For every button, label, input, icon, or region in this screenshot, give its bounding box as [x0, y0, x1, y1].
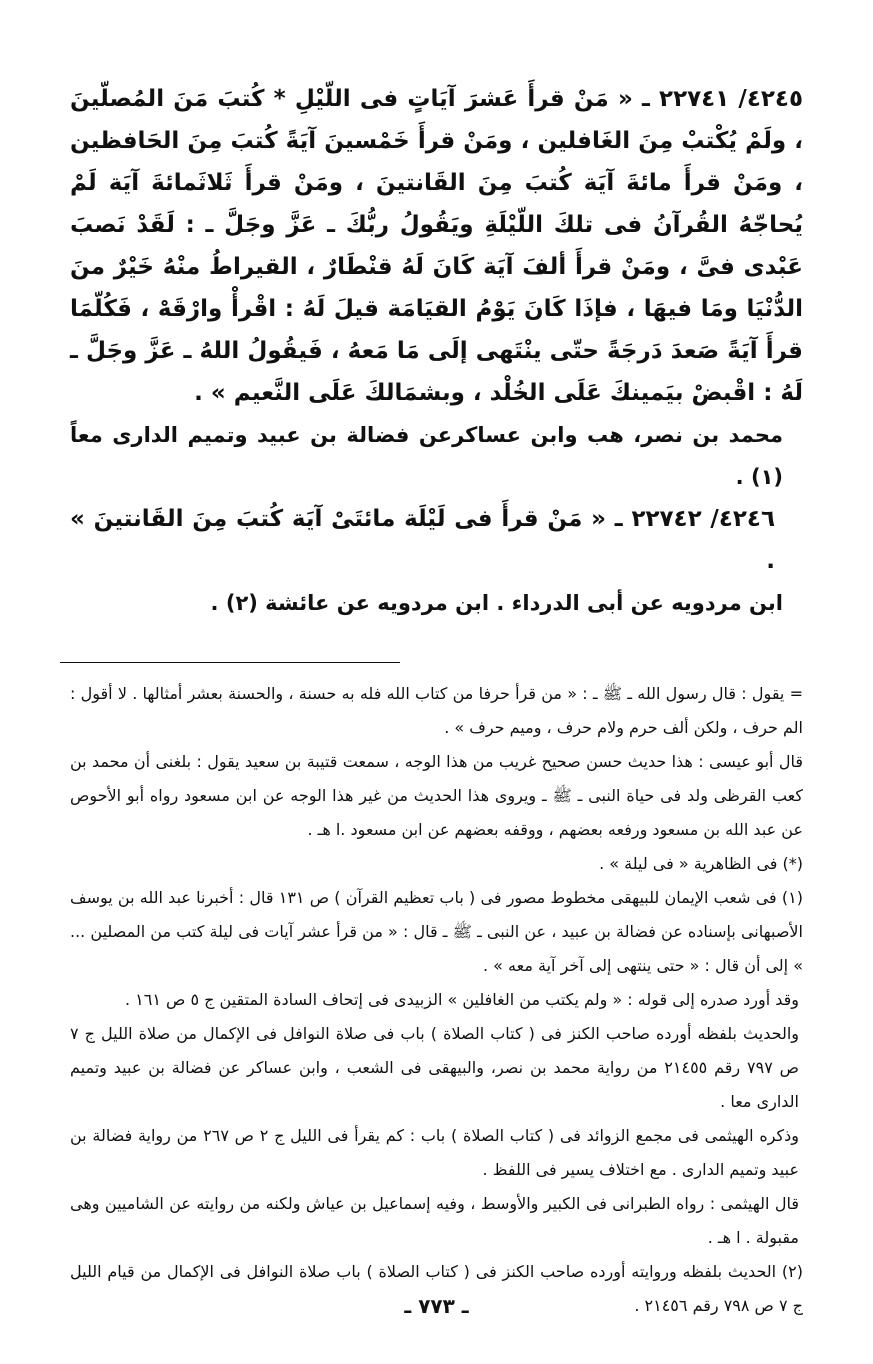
footnote-divider: [60, 662, 400, 663]
hadith-4246-number: ٤٢٤٦/ ٢٢٧٤٢: [631, 506, 775, 532]
footnote-1-haythami-note: قال الهيثمى : رواه الطبرانى فى الكبير والأوسط ، وفيه إسماعيل بن عياش ولكنه من روايته عن الشاميين وهى مقبولة . ا هـ .: [70, 1194, 799, 1247]
hadith-4245-text: ـ « مَنْ قرأَ عَشرَ آيَاتٍ فى اللّيْلِ * كُتبَ مَنَ المُصلّينَ ، ولَمْ يُكْتبْ مِنَ الغَافلين ، ومَنْ قرأَ خَمْسينَ آيَةً كُتبَ مِنَ الحَافظين ، ومَنْ قرأَ مائةَ آيَة كُتبَ مِنَ القَانتينَ ، ومَنْ قرأَ ثَلاثَمائةَ آيَة لَمْ يُحاجّهُ القُرآنُ فى تلكَ اللّيْلَةِ ويَقُولُ ربُّكَ ـ عَزَّ وجَلَّ ـ : لَقَدْ نَصبَ عَبْدى فىَّ ، ومَنْ قرأَ ألفَ آيَة كَانَ لَهُ قنْطَارٌ ، القيراطُ منْهُ خَيْرٌ منَ الدُّنْيَا ومَا فيهَا ، فإذَا كَانَ يَوْمُ القيَامَة قيلَ لَهُ : اقْرأْ وارْقَهْ ، فَكُلّمَا قرأَ آيَةً صَعدَ دَرجَةً حتّى ينْتَهى إلَى مَا مَعهُ ، فَيقُولُ اللهُ ـ عَزَّ وجَلَّ ـ لَهُ : اقْبضْ بيَمينكَ عَلَى الخُلْد ، وبشمَالكَ عَلَى النَّعيم » .: [70, 86, 803, 406]
footnote-1: (١) فى شعب الإيمان للبيهقى مخطوط مصور فى ( باب تعظيم القرآن ) ص ١٣١ قال : أخبرنا عبد الله بن يوسف الأصبهانى بإسناده عن فضالة بن عبيد ، عن النبى ـ ﷺ ـ قال : « من قرأ عشر آيات فى ليلة كتب من المصلين ... » إلى أن قال : « حتى ينتهى إلى آخر آية معه » .: [70, 888, 804, 975]
footnote-1-haythami: وذكره الهيثمى فى مجمع الزوائد فى ( كتاب الصلاة ) باب : كم يقرأ فى الليل ج ٢ ص ٢٦٧ من رواية فضالة بن عبيد وتميم الدارى . مع اختلاف يسير فى اللفظ .: [70, 1126, 800, 1179]
hadith-4246: [70, 498, 803, 582]
hadith-4245-source: محمد بن نصر، هب وابن عساكرعن فضالة بن عبيد وتميم الدارى معاً (١) .: [70, 423, 783, 489]
hadith-4245-number: ٤٢٤٥/ ٢٢٧٤١: [659, 86, 803, 112]
footnotes: [70, 677, 803, 1323]
footnote-2: (٢) الحديث بلفظه وروايته أورده صاحب الكنز فى ( كتاب الصلاة ) باب صلاة النوافل فى الإكمال من قيام الليل ج ٧ ص ٧٩٨ رقم ٢١٤٥٦ .: [70, 1262, 803, 1315]
hadith-4246-text: ـ « مَنْ قرأَ فى لَيْلَة مائتَىْ آيَة كُتبَ مِنَ القَانتينَ » .: [70, 506, 775, 574]
hadith-4246-source: ابن مردويه عن أبى الدرداء . ابن مردويه عن عائشة (٢) .: [210, 591, 783, 615]
footnote-star: (*) فى الظاهرية « فى ليلة » .: [599, 854, 803, 873]
page-number: ـ ٧٧٣ ـ: [404, 1294, 469, 1318]
footnote-abu-isa: قال أبو عيسى : هذا حديث حسن صحيح غريب من هذا الوجه ، سمعت قتيبة بن سعيد يقول : بلغنى أن محمد بن كعب القرظى ولد فى حياة النبى ـ ﷺ ـ ويروى هذا الحديث من غير هذا الوجه عن ابن مسعود رواه أبو الأحوص عن عبد الله بن مسعود ورفعه بعضهم ، ووقفه بعضهم عن ابن مسعود .ا هـ .: [70, 752, 803, 839]
footnote-1-zabidi: وقد أورد صدره إلى قوله : « ولم يكتب من الغافلين » الزبيدى فى إتحاف السادة المتقين ج ٥ ص ١٦١ .: [124, 990, 799, 1009]
footnote-1-kanz: والحديث بلفظه أورده صاحب الكنز فى ( كتاب الصلاة ) باب فى صلاة النوافل فى الإكمال من صلاة الليل ج ٧ ص ٧٩٧ رقم ٢١٤٥٥ من رواية محمد بن نصر، والبيهقى فى الشعب ، وابن عساكر عن فضالة بن عبيد وتميم الدارى معا .: [70, 1024, 799, 1111]
hadith-4245: [70, 78, 803, 414]
footnote-continuation: = يقول : قال رسول الله ـ ﷺ ـ : « من قرأ حرفا من كتاب الله فله به حسنة ، والحسنة بعشر أمثالها . لا أقول : الم حرف ، ولكن ألف حرم ولام حرف ، وميم حرف » .: [70, 684, 803, 737]
main-text: [70, 78, 803, 624]
